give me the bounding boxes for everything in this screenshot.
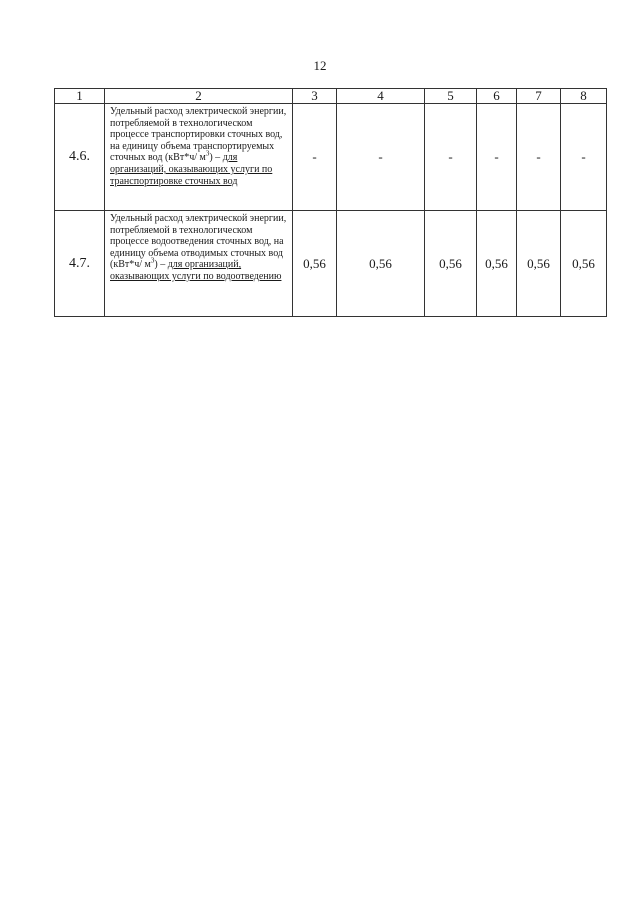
header-cell: 3 <box>293 89 337 104</box>
value-cell: 0,56 <box>293 211 337 317</box>
header-cell: 5 <box>425 89 477 104</box>
description-dash: ) – <box>209 152 223 164</box>
superscript: 3 <box>150 257 155 266</box>
description-dash: ) – <box>154 259 168 271</box>
row-description <box>105 104 293 211</box>
value-cell: 0,56 <box>561 211 607 317</box>
superscript: 3 <box>205 150 210 159</box>
row-number: 4.6. <box>55 104 105 211</box>
row-number: 4.7. <box>55 211 105 317</box>
header-cell: 7 <box>517 89 561 104</box>
value-cell: - <box>477 104 517 211</box>
description-text: Удельный расход электрической энергии, потребляемой в технологическом процессе водоотведения сточных вод, на единицу объема отводимых сточных вод (кВт*ч/ м <box>110 213 287 271</box>
table-header-row <box>55 89 607 104</box>
description-underlined: для организаций, оказывающих услуги по транспортировке сточных вод <box>110 152 273 187</box>
value-cell: 0,56 <box>425 211 477 317</box>
value-cell: - <box>337 104 425 211</box>
indicator-table <box>54 88 607 317</box>
header-cell: 8 <box>561 89 607 104</box>
row-description <box>105 211 293 317</box>
page-number: 12 <box>313 58 327 73</box>
header-cell: 1 <box>55 89 105 104</box>
header-cell: 2 <box>105 89 293 104</box>
description-text: Удельный расход электрической энергии, потребляемой в технологическом процессе транспортировки сточных вод, на единицу объема транспортируемых сточных вод (кВт*ч/ м <box>110 106 287 164</box>
table-row <box>55 104 607 211</box>
header-cell: 4 <box>337 89 425 104</box>
value-cell: - <box>293 104 337 211</box>
header-cell: 6 <box>477 89 517 104</box>
value-cell: 0,56 <box>477 211 517 317</box>
table-row <box>55 211 607 317</box>
value-cell: 0,56 <box>337 211 425 317</box>
value-cell: - <box>561 104 607 211</box>
description-underlined: для организаций, оказывающих услуги по водоотведению <box>110 259 282 282</box>
value-cell: - <box>425 104 477 211</box>
value-cell: - <box>517 104 561 211</box>
value-cell: 0,56 <box>517 211 561 317</box>
